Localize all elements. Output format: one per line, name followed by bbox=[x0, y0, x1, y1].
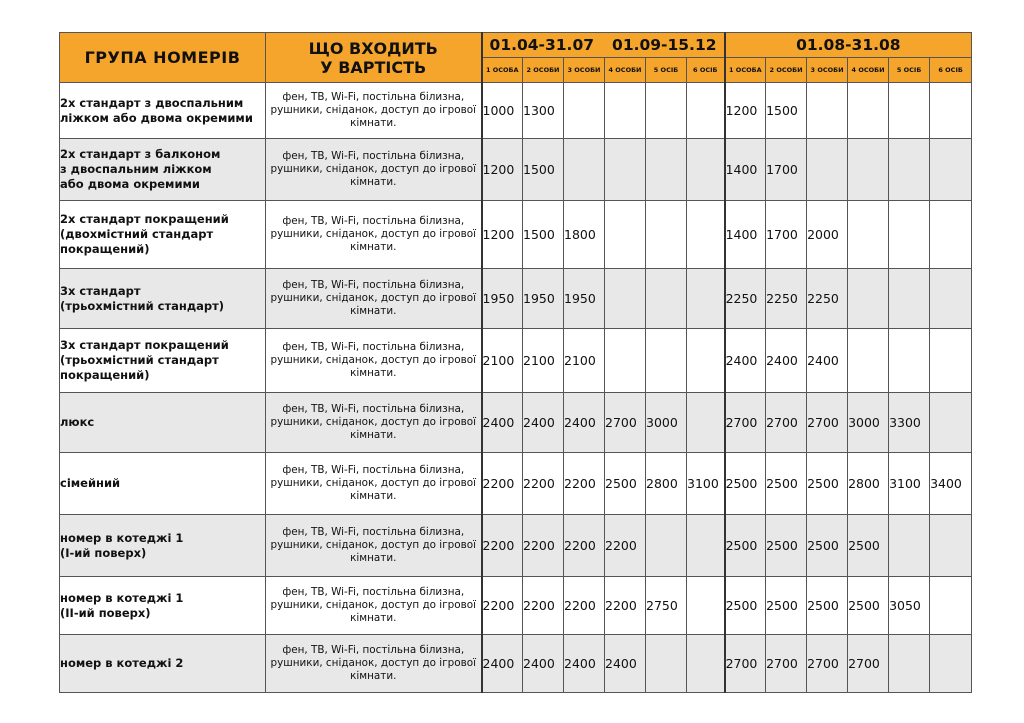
price-cell: 2200 bbox=[523, 453, 564, 515]
price-cell bbox=[687, 269, 725, 329]
included-header-line2: У ВАРТІСТЬ bbox=[320, 57, 427, 77]
room-name bbox=[60, 635, 266, 693]
price-cell: 2400 bbox=[482, 635, 523, 693]
price-cell: 1200 bbox=[482, 201, 523, 269]
price-cell bbox=[646, 635, 687, 693]
included-description: фен, ТВ, Wi-Fi, постільна білизна, рушники, сніданок, доступ до ігрової кімнати. bbox=[266, 201, 482, 269]
table-row bbox=[60, 635, 972, 693]
price-cell bbox=[687, 515, 725, 577]
table-row bbox=[60, 139, 972, 201]
included-header bbox=[266, 33, 482, 83]
price-cell bbox=[605, 139, 646, 201]
included-description: фен, ТВ, Wi-Fi, постільна білизна, рушники, сніданок, доступ до ігрової кімнати. bbox=[266, 83, 482, 139]
room-group-header: ГРУПА НОМЕРІВ bbox=[60, 33, 266, 83]
price-cell: 1950 bbox=[482, 269, 523, 329]
price-cell bbox=[930, 393, 972, 453]
room-name-line: номер в котеджі 2 bbox=[60, 656, 184, 670]
price-cell: 3000 bbox=[848, 393, 889, 453]
price-cell: 2000 bbox=[807, 201, 848, 269]
price-cell: 2400 bbox=[605, 635, 646, 693]
price-cell bbox=[687, 329, 725, 393]
price-cell: 1300 bbox=[523, 83, 564, 139]
price-cell: 2400 bbox=[766, 329, 807, 393]
included-description: фен, ТВ, Wi-Fi, постільна білизна, рушники, сніданок, доступ до ігрової кімнати. bbox=[266, 453, 482, 515]
price-cell bbox=[930, 635, 972, 693]
price-cell: 1400 bbox=[725, 139, 766, 201]
price-cell bbox=[889, 269, 930, 329]
price-cell: 2500 bbox=[807, 453, 848, 515]
persons-header: 5 ОСІБ bbox=[646, 58, 687, 83]
price-cell: 2100 bbox=[564, 329, 605, 393]
price-cell bbox=[848, 201, 889, 269]
price-cell bbox=[848, 329, 889, 393]
price-cell: 2700 bbox=[807, 635, 848, 693]
period2-header: 01.08-31.08 bbox=[725, 33, 972, 58]
price-cell: 2200 bbox=[605, 515, 646, 577]
price-cell: 1500 bbox=[523, 139, 564, 201]
included-description: фен, ТВ, Wi-Fi, постільна білизна, рушники, сніданок, доступ до ігрової кімнати. bbox=[266, 329, 482, 393]
price-cell: 2500 bbox=[605, 453, 646, 515]
price-cell bbox=[687, 139, 725, 201]
room-name bbox=[60, 83, 266, 139]
included-description: фен, ТВ, Wi-Fi, постільна білизна, рушники, сніданок, доступ до ігрової кімнати. bbox=[266, 139, 482, 201]
price-cell: 2800 bbox=[848, 453, 889, 515]
price-cell bbox=[930, 577, 972, 635]
persons-header: 4 ОСОБИ bbox=[605, 58, 646, 83]
price-cell bbox=[646, 201, 687, 269]
persons-header: 1 ОСОБА bbox=[482, 58, 523, 83]
included-description: фен, ТВ, Wi-Fi, постільна білизна, рушники, сніданок, доступ до ігрової кімнати. bbox=[266, 393, 482, 453]
included-description: фен, ТВ, Wi-Fi, постільна білизна, рушники, сніданок, доступ до ігрової кімнати. bbox=[266, 635, 482, 693]
price-cell: 2500 bbox=[725, 515, 766, 577]
price-cell: 2800 bbox=[646, 453, 687, 515]
included-header-line1: ЩО ВХОДИТЬ bbox=[308, 38, 438, 58]
price-cell: 3100 bbox=[687, 453, 725, 515]
room-name bbox=[60, 139, 266, 201]
price-cell: 2400 bbox=[807, 329, 848, 393]
price-cell: 2500 bbox=[766, 577, 807, 635]
room-name-line: або двома окремими bbox=[60, 177, 200, 191]
room-name bbox=[60, 577, 266, 635]
price-cell: 3000 bbox=[646, 393, 687, 453]
price-cell bbox=[564, 83, 605, 139]
price-cell: 2200 bbox=[605, 577, 646, 635]
price-cell: 1400 bbox=[725, 201, 766, 269]
price-cell: 2500 bbox=[766, 515, 807, 577]
price-cell: 2500 bbox=[725, 453, 766, 515]
price-cell: 2400 bbox=[564, 635, 605, 693]
price-cell bbox=[930, 201, 972, 269]
persons-header: 5 ОСІБ bbox=[889, 58, 930, 83]
room-name bbox=[60, 269, 266, 329]
persons-header: 3 ОСОБИ bbox=[564, 58, 605, 83]
room-name-line: покращений) bbox=[60, 242, 150, 256]
included-description: фен, ТВ, Wi-Fi, постільна білизна, рушники, сніданок, доступ до ігрової кімнати. bbox=[266, 269, 482, 329]
price-cell bbox=[930, 515, 972, 577]
price-cell: 2250 bbox=[725, 269, 766, 329]
price-cell bbox=[687, 201, 725, 269]
price-cell: 3100 bbox=[889, 453, 930, 515]
room-name-line: ліжком або двома окремими bbox=[60, 110, 253, 125]
room-name bbox=[60, 329, 266, 393]
price-cell bbox=[848, 83, 889, 139]
price-cell: 2100 bbox=[523, 329, 564, 393]
price-cell bbox=[605, 83, 646, 139]
price-cell: 2700 bbox=[848, 635, 889, 693]
price-cell: 2500 bbox=[848, 515, 889, 577]
price-cell bbox=[889, 201, 930, 269]
price-cell bbox=[687, 83, 725, 139]
room-name-line: (трьохмістний стандарт bbox=[60, 353, 219, 367]
price-cell: 3400 bbox=[930, 453, 972, 515]
price-cell: 2200 bbox=[482, 515, 523, 577]
price-cell: 1500 bbox=[523, 201, 564, 269]
price-cell: 1000 bbox=[482, 83, 523, 139]
room-name-line: (ІІ-ий поверх) bbox=[60, 605, 151, 620]
price-cell bbox=[646, 83, 687, 139]
price-cell bbox=[889, 515, 930, 577]
price-cell: 2400 bbox=[725, 329, 766, 393]
price-cell: 2250 bbox=[807, 269, 848, 329]
price-cell: 1800 bbox=[564, 201, 605, 269]
price-cell bbox=[889, 139, 930, 201]
price-cell bbox=[930, 269, 972, 329]
table-row bbox=[60, 269, 972, 329]
price-cell bbox=[646, 515, 687, 577]
persons-header: 3 ОСОБИ bbox=[807, 58, 848, 83]
price-cell: 2400 bbox=[482, 393, 523, 453]
table-row bbox=[60, 453, 972, 515]
price-cell bbox=[605, 329, 646, 393]
persons-header: 6 ОСІБ bbox=[930, 58, 972, 83]
price-cell bbox=[646, 139, 687, 201]
price-cell: 2500 bbox=[807, 515, 848, 577]
room-name-line: 3х стандарт покращений bbox=[60, 338, 229, 352]
room-name-line: (двохмістний стандарт bbox=[60, 227, 214, 241]
room-name-line: 2х стандарт покращений bbox=[60, 212, 229, 226]
price-cell: 3300 bbox=[889, 393, 930, 453]
price-cell: 2250 bbox=[766, 269, 807, 329]
table-row bbox=[60, 83, 972, 139]
price-cell: 2200 bbox=[564, 577, 605, 635]
price-cell: 1700 bbox=[766, 201, 807, 269]
price-cell bbox=[930, 329, 972, 393]
price-cell bbox=[646, 269, 687, 329]
price-cell: 2500 bbox=[848, 577, 889, 635]
price-cell: 2200 bbox=[564, 515, 605, 577]
price-cell: 2100 bbox=[482, 329, 523, 393]
price-cell: 1700 bbox=[766, 139, 807, 201]
price-cell: 1200 bbox=[725, 83, 766, 139]
price-cell: 2400 bbox=[523, 635, 564, 693]
room-name bbox=[60, 515, 266, 577]
price-cell bbox=[687, 393, 725, 453]
room-name-line: люкс bbox=[60, 415, 95, 429]
room-name-line: (трьохмістний стандарт) bbox=[60, 298, 225, 313]
price-cell bbox=[687, 577, 725, 635]
price-cell: 2750 bbox=[646, 577, 687, 635]
price-cell: 2400 bbox=[523, 393, 564, 453]
price-cell: 2500 bbox=[807, 577, 848, 635]
price-cell: 2500 bbox=[766, 453, 807, 515]
room-name-line: (І-ий поверх) bbox=[60, 545, 147, 560]
room-name bbox=[60, 453, 266, 515]
price-cell bbox=[889, 83, 930, 139]
price-cell bbox=[930, 83, 972, 139]
price-table bbox=[59, 32, 972, 693]
room-name-line: 2х стандарт з двоспальним bbox=[60, 95, 244, 110]
period1-a: 01.04-31.07 bbox=[489, 36, 595, 54]
persons-header: 6 ОСІБ bbox=[687, 58, 725, 83]
price-cell: 2500 bbox=[725, 577, 766, 635]
price-cell: 2700 bbox=[605, 393, 646, 453]
included-description: фен, ТВ, Wi-Fi, постільна білизна, рушники, сніданок, доступ до ігрової кімнати. bbox=[266, 577, 482, 635]
persons-header: 4 ОСОБИ bbox=[848, 58, 889, 83]
period1-header bbox=[482, 33, 725, 58]
table-row bbox=[60, 201, 972, 269]
price-cell: 3050 bbox=[889, 577, 930, 635]
table-row bbox=[60, 515, 972, 577]
price-cell bbox=[889, 635, 930, 693]
price-cell: 2200 bbox=[564, 453, 605, 515]
price-cell: 1950 bbox=[523, 269, 564, 329]
price-cell: 2700 bbox=[766, 393, 807, 453]
price-cell: 2200 bbox=[482, 453, 523, 515]
room-name bbox=[60, 393, 266, 453]
period1-b: 01.09-15.12 bbox=[612, 36, 717, 54]
room-name-line: 2х стандарт з балконом bbox=[60, 147, 221, 161]
persons-header: 2 ОСОБИ bbox=[766, 58, 807, 83]
room-name-line: номер в котеджі 1 bbox=[60, 530, 184, 545]
price-cell: 2200 bbox=[523, 577, 564, 635]
persons-header: 1 ОСОБА bbox=[725, 58, 766, 83]
persons-header: 2 ОСОБИ bbox=[523, 58, 564, 83]
room-name-line: 3х стандарт bbox=[60, 283, 141, 298]
price-cell: 1950 bbox=[564, 269, 605, 329]
price-cell: 2700 bbox=[807, 393, 848, 453]
price-cell: 2400 bbox=[564, 393, 605, 453]
room-name-line: номер в котеджі 1 bbox=[60, 590, 184, 605]
price-cell bbox=[807, 83, 848, 139]
price-cell bbox=[848, 269, 889, 329]
price-cell: 2700 bbox=[725, 393, 766, 453]
price-cell bbox=[605, 269, 646, 329]
price-cell: 1200 bbox=[482, 139, 523, 201]
price-cell: 2200 bbox=[482, 577, 523, 635]
price-cell bbox=[646, 329, 687, 393]
table-row bbox=[60, 577, 972, 635]
table-row bbox=[60, 329, 972, 393]
room-name-line: покращений) bbox=[60, 368, 150, 382]
room-name bbox=[60, 201, 266, 269]
price-cell bbox=[605, 201, 646, 269]
price-cell bbox=[687, 635, 725, 693]
price-cell: 2200 bbox=[523, 515, 564, 577]
price-cell: 2700 bbox=[766, 635, 807, 693]
price-cell: 1500 bbox=[766, 83, 807, 139]
included-description: фен, ТВ, Wi-Fi, постільна білизна, рушники, сніданок, доступ до ігрової кімнати. bbox=[266, 515, 482, 577]
table-row bbox=[60, 393, 972, 453]
price-cell bbox=[889, 329, 930, 393]
room-name-line: сімейний bbox=[60, 476, 121, 490]
price-cell bbox=[930, 139, 972, 201]
price-cell bbox=[848, 139, 889, 201]
price-cell bbox=[564, 139, 605, 201]
price-cell bbox=[807, 139, 848, 201]
price-cell: 2700 bbox=[725, 635, 766, 693]
room-name-line: з двоспальним ліжком bbox=[60, 162, 212, 176]
